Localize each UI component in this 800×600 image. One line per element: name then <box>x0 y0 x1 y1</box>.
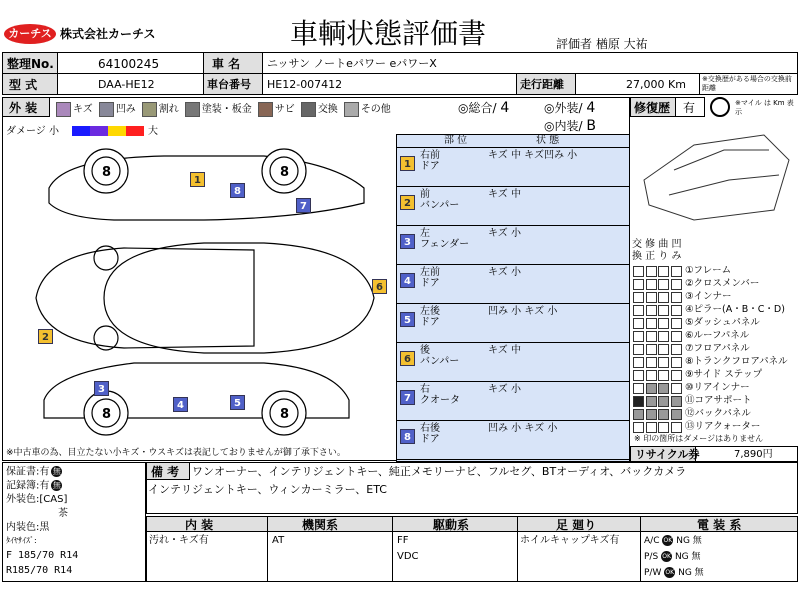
parts-row <box>396 265 630 304</box>
electrical-header: 電 装 系 <box>640 516 798 532</box>
parts-state: 凹み 小 キズ 小 <box>488 306 558 317</box>
diagram-marker: 3 <box>94 381 109 396</box>
record-book: 記録簿:有 無 <box>6 480 61 492</box>
frame-check-box <box>633 318 644 329</box>
chassis-label: 車台番号 <box>203 73 263 95</box>
company-name: 株式会社カーチス <box>60 27 156 41</box>
interior-color: 内装色:黒 <box>6 522 50 533</box>
recycle-label: リサイクル券 <box>630 446 696 462</box>
frame-item: ⑦フロアパネル <box>685 343 750 354</box>
parts-row <box>396 148 630 187</box>
frame-item: ①フレーム <box>685 265 732 276</box>
wheel-label: 8 <box>280 407 290 422</box>
warranty-book: 保証書:有 無 <box>6 466 61 478</box>
frame-item: ②クロスメンバー <box>685 278 760 289</box>
exchange-icon: 交換 <box>301 100 338 117</box>
frame-check-box <box>646 292 657 303</box>
other-icon: その他 <box>344 100 391 117</box>
frame-check-box <box>658 292 669 303</box>
seiri-value-cell: 64100245 <box>57 52 204 74</box>
damage-color-3 <box>108 126 126 136</box>
wheel-label: 8 <box>102 165 112 180</box>
frame-check-box <box>671 409 682 420</box>
frame-check-box <box>633 292 644 303</box>
frame-item: ⑬リアクォーター <box>685 421 761 432</box>
parts-state: キズ 小 <box>488 384 521 395</box>
engine-header: 機関系 <box>267 516 393 532</box>
evaluator: 評価者 楢原 大祐 <box>556 37 648 51</box>
drivetrain-header: 駆動系 <box>392 516 518 532</box>
repair-label: 修復歴 <box>630 97 676 117</box>
company-logo: カーチス <box>4 24 56 44</box>
parts-state: キズ 中 <box>488 345 521 356</box>
damage-scale-large: 大 <box>148 126 158 137</box>
chassis-value: HE12-007412 <box>262 73 517 95</box>
seiri-label-cell: 整理No. <box>2 52 58 74</box>
page-title: 車輌状態評価書 <box>290 17 487 50</box>
parts-state: キズ 小 <box>488 267 521 278</box>
repair-icon <box>710 97 730 117</box>
remarks-line-1: ワンオーナー、インテリジェントキー、純正メモリーナビ、フルセグ、BTオーディオ、バックカメラ <box>192 465 687 478</box>
frame-check-box <box>671 279 682 290</box>
diagram-marker: 5 <box>230 395 245 410</box>
frame-check-box <box>658 357 669 368</box>
frame-check-box <box>633 409 644 420</box>
parts-marker: 6 <box>400 351 415 366</box>
exterior-color-value: 茶 <box>58 508 68 519</box>
damage-scale-label: ダメージ 小 <box>6 126 59 137</box>
model-label: 型 式 <box>2 73 58 95</box>
parts-state: 凹み 小 キズ 小 <box>488 423 558 434</box>
frame-check-box <box>671 370 682 381</box>
parts-row <box>396 304 630 343</box>
parts-marker: 8 <box>400 429 415 444</box>
frame-check-box <box>658 331 669 342</box>
wheel-label: 8 <box>280 165 290 180</box>
model-value: DAA-HE12 <box>57 73 204 95</box>
frame-check-box <box>671 331 682 342</box>
total-score: ◎総合/ 4 <box>458 100 510 116</box>
frame-item: ③インナー <box>685 291 732 302</box>
frame-check-box <box>646 409 657 420</box>
parts-marker: 1 <box>400 156 415 171</box>
frame-note: ※ 印の箇所はダメージはありません <box>634 434 764 443</box>
parts-marker: 7 <box>400 390 415 405</box>
suspension-header: 足 廻り <box>517 516 641 532</box>
frame-check-box <box>671 292 682 303</box>
frame-check-box <box>658 318 669 329</box>
frame-check-box <box>671 357 682 368</box>
tire-rear: R185/70 R14 <box>6 565 73 576</box>
car-name-label: 車 名 <box>203 52 263 74</box>
diagram-marker: 8 <box>230 183 245 198</box>
frame-check-box <box>646 383 657 394</box>
interior-value: 汚れ・キズ有 <box>146 531 268 582</box>
ac-status: A/C OK NG 無 <box>644 536 702 546</box>
frame-check-box <box>658 305 669 316</box>
interior-header: 内 装 <box>146 516 268 532</box>
interior-score: ◎内装/ B <box>544 118 596 134</box>
parts-state: キズ 中 <box>488 189 521 200</box>
rust-icon: サビ <box>258 100 295 117</box>
exterior-score: ◎外装/ 4 <box>544 100 596 116</box>
frame-item: ④ピラー(A・B・C・D) <box>685 304 785 315</box>
footnote: ※中古車の為、目立たない小キズ・ウスキズは表記しておりませんが御了承下さい。 <box>6 448 346 458</box>
parts-row <box>396 226 630 265</box>
frame-check-box <box>646 357 657 368</box>
frame-check-box <box>671 422 682 433</box>
suspension-value: ホイルキャップキズ有 <box>517 531 641 582</box>
frame-check-box <box>646 318 657 329</box>
remarks-label: 備 考 <box>146 462 190 480</box>
frame-check-box <box>633 266 644 277</box>
repair-value: 有 <box>675 97 705 117</box>
frame-item: ⑥ルーフパネル <box>685 330 750 341</box>
car-name-value: ニッサン ノートeパワー eパワーX <box>262 52 798 74</box>
parts-state: キズ 小 <box>488 228 521 239</box>
diagram-marker: 1 <box>190 172 205 187</box>
parts-part: 右前 ドア <box>420 150 440 172</box>
frame-check-box <box>646 396 657 407</box>
frame-check-box <box>658 409 669 420</box>
frame-check-box <box>633 370 644 381</box>
frame-item: ⑩リアインナー <box>685 382 750 393</box>
frame-check-box <box>633 344 644 355</box>
frame-check-box <box>646 422 657 433</box>
pw-status: P/W OK NG 無 <box>644 568 704 578</box>
mileage-value: 27,000 Km <box>575 73 700 95</box>
frame-check-box <box>671 318 682 329</box>
frame-item: ⑤ダッシュパネル <box>685 317 760 328</box>
drivetrain-value: FF VDC <box>392 531 518 582</box>
ps-status: P/S OK NG 無 <box>644 552 701 562</box>
mileage-label: 走行距離 <box>516 73 576 95</box>
parts-row <box>396 382 630 421</box>
frame-check-box <box>633 396 644 407</box>
damage-legend <box>56 100 391 117</box>
frame-item: ⑪コアサポート <box>685 395 752 406</box>
frame-check-box <box>658 344 669 355</box>
parts-part: 左後 ドア <box>420 306 440 328</box>
exterior-color: 外装色:[CAS] <box>6 494 68 505</box>
frame-check-box <box>671 305 682 316</box>
frame-check-box <box>646 305 657 316</box>
crack-icon: 割れ <box>142 100 179 117</box>
damage-color-2 <box>90 126 108 136</box>
recycle-value: 7,890円 <box>695 446 798 462</box>
parts-part: 右 クオータ <box>420 384 460 406</box>
frame-check-box <box>658 422 669 433</box>
frame-item: ⑨サイド ステップ <box>685 369 763 380</box>
repair-note: ※マイル は Km 表示 <box>735 99 794 116</box>
diagram-marker: 2 <box>38 329 53 344</box>
frame-check-box <box>658 396 669 407</box>
parts-row <box>396 343 630 382</box>
parts-part: 右後 ドア <box>420 423 440 445</box>
parts-state: キズ 中 キズ凹み 小 <box>488 150 578 161</box>
damage-color-4 <box>126 126 144 136</box>
parts-marker: 3 <box>400 234 415 249</box>
frame-check-box <box>646 344 657 355</box>
frame-check-box <box>646 370 657 381</box>
parts-marker: 2 <box>400 195 415 210</box>
frame-check-box <box>633 422 644 433</box>
parts-part: 前 バンパー <box>420 189 460 211</box>
frame-check-box <box>658 266 669 277</box>
frame-check-box <box>633 305 644 316</box>
damage-color-1 <box>72 126 90 136</box>
dent-icon: 凹み <box>99 100 136 117</box>
frame-check-box <box>633 279 644 290</box>
parts-marker: 5 <box>400 312 415 327</box>
frame-head: 交 修 曲 凹 <box>632 239 682 250</box>
frame-check-box <box>658 383 669 394</box>
frame-head: 換 正 り み <box>632 251 682 262</box>
parts-part: 左 フェンダー <box>420 228 470 250</box>
diagram-marker: 4 <box>173 397 188 412</box>
parts-marker: 4 <box>400 273 415 288</box>
parts-table-header: 部 位 状 態 <box>396 134 630 148</box>
frame-item: ⑫バックパネル <box>685 408 751 419</box>
diagram-marker: 6 <box>372 279 387 294</box>
frame-check-box <box>633 383 644 394</box>
frame-check-box <box>646 331 657 342</box>
frame-check-box <box>671 396 682 407</box>
frame-check-box <box>658 370 669 381</box>
frame-check-box <box>633 331 644 342</box>
tire-size-label: ﾀｲﾔｻｲｽﾞ: <box>6 536 37 545</box>
parts-part: 左前 ドア <box>420 267 440 289</box>
frame-check-box <box>646 266 657 277</box>
frame-check-box <box>646 279 657 290</box>
tire-front: F 185/70 R14 <box>6 550 79 561</box>
frame-check-box <box>671 383 682 394</box>
wheel-label: 8 <box>102 407 112 422</box>
diagram-marker: 7 <box>296 198 311 213</box>
remarks-line-2: インテリジェントキー、ウィンカーミラー、ETC <box>148 483 387 496</box>
parts-part: 後 バンパー <box>420 345 460 367</box>
frame-check-box <box>633 357 644 368</box>
exterior-label: 外 装 <box>2 97 50 117</box>
mileage-note: ※交換歴がある場合の交換前距離 <box>699 73 798 95</box>
paint-icon: 塗装・板金 <box>185 100 252 117</box>
parts-row <box>396 187 630 226</box>
engine-value: AT <box>267 531 393 582</box>
parts-row <box>396 421 630 460</box>
frame-check-box <box>671 344 682 355</box>
scratch-icon: キズ <box>56 100 93 117</box>
frame-check-box <box>671 266 682 277</box>
frame-check-box <box>658 279 669 290</box>
frame-diagram <box>634 120 798 236</box>
damage-scale-bar <box>72 126 144 136</box>
frame-item: ⑧トランクフロアパネル <box>685 356 788 367</box>
